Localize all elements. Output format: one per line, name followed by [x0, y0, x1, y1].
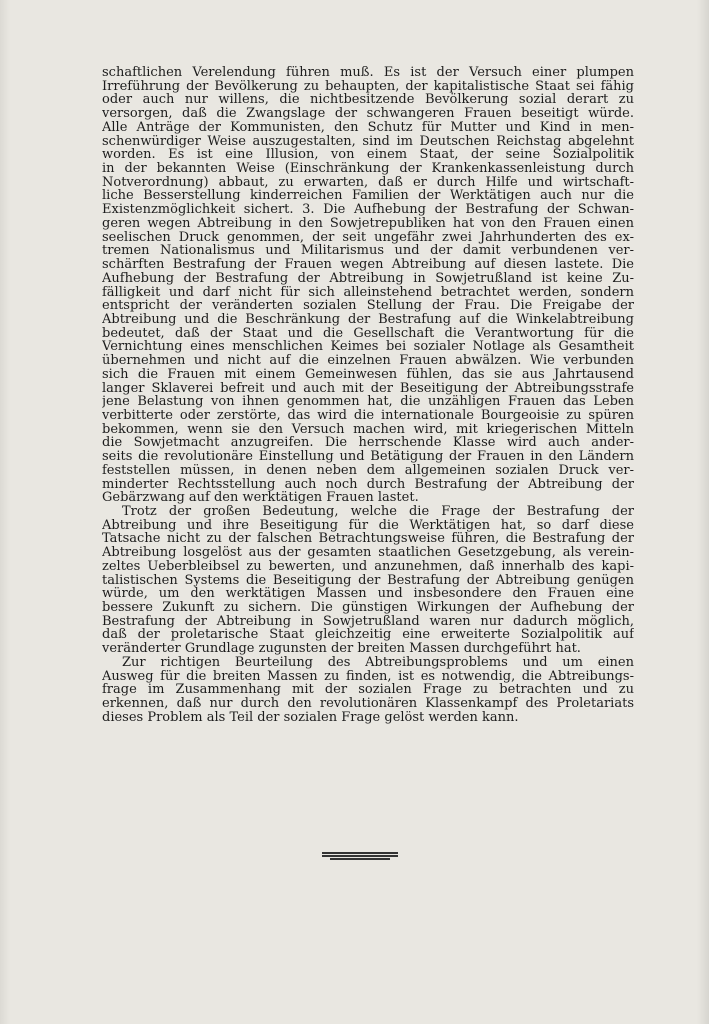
text-line: Abtreibung losgelöst aus der gesamten staatlichen Gesetzgebung, als verein- — [102, 546, 634, 560]
body-text — [102, 66, 634, 725]
text-line: veränderter Grundlage zugunsten der breiten Massen durchgeführt hat. — [102, 642, 581, 656]
text-line: Trotz der großen Bedeutung, welche die Frage der Bestrafung der — [122, 505, 634, 519]
text-line: daß der proletarische Staat gleichzeitig eine erweiterte Sozialpolitik auf — [102, 628, 634, 643]
text-line: bedeutet, daß der Staat und die Gesellschaft die Verantwortung für die — [102, 326, 634, 341]
text-line: übernehmen und nicht auf die einzelnen Frauen abwälzen. Wie verbunden — [102, 354, 634, 368]
text-line: bessere Zukunft zu sichern. Die günstigen Wirkungen der Aufhebung der — [102, 601, 634, 615]
text-line: jene Belastung von ihnen genommen hat, die unzähligen Frauen das Leben — [102, 395, 634, 409]
section-divider — [322, 851, 398, 859]
text-line: versorgen, daß die Zwangslage der schwangeren Frauen beseitigt würde. — [102, 107, 634, 121]
divider-rule-top — [322, 852, 398, 854]
text-line: Aufhebung der Bestrafung der Abtreibung in Sowjetrußland ist keine Zu- — [102, 271, 634, 286]
text-line: bekommen, wenn sie den Versuch machen wird, mit kriegerischen Mitteln — [102, 422, 634, 437]
text-line: würde, um den werktätigen Massen und insbesondere den Frauen eine — [102, 587, 634, 602]
text-line: Zur richtigen Beurteilung des Abtreibungsproblems und um einen — [122, 655, 634, 670]
text-line: erkennen, daß nur durch den revolutionären Klassenkampf des Proletariats — [102, 697, 634, 711]
text-line: die Sowjetmacht anzugreifen. Die herrschende Klasse wird auch ander- — [102, 436, 634, 451]
text-line: seelischen Druck genommen, der seit ungefähr zwei Jahrhunderten des ex- — [102, 230, 634, 245]
text-line: Alle Anträge der Kommunisten, den Schutz für Mutter und Kind in men- — [102, 120, 634, 135]
text-line: Notverordnung) abbaut, zu erwarten, daß er durch Hilfe und wirtschaft- — [102, 175, 634, 190]
text-line: sich die Frauen mit einem Gemeinwesen fühlen, das sie aus Jahrtausend — [102, 367, 634, 382]
divider-rule-middle — [322, 855, 398, 857]
divider-rule-bottom — [330, 858, 390, 860]
text-line: Abtreibung und die Beschränkung der Bestrafung auf die Winkelabtreibung — [102, 312, 634, 327]
text-line: Gebärzwang auf den werktätigen Frauen lastet. — [102, 491, 419, 505]
text-line: schenwürdiger Weise auszugestalten, sind im Deutschen Reichstag abgelehnt — [102, 134, 634, 149]
text-line: schaftlichen Verelendung führen muß. Es ist der Versuch einer plumpen — [102, 66, 634, 80]
text-line: frage im Zusammenhang mit der sozialen Frage zu betrachten und zu — [102, 683, 634, 698]
text-line: entspricht der veränderten sozialen Stellung der Frau. Die Freigabe der — [102, 299, 634, 313]
text-line: Abtreibung und ihre Beseitigung für die Werktätigen hat, so darf diese — [102, 518, 634, 533]
text-line: seits die revolutionäre Einstellung und Betätigung der Frauen in den Ländern — [102, 450, 634, 464]
text-line: fälligkeit und darf nicht für sich alleinstehend betrachtet werden, sondern — [102, 285, 634, 300]
paragraph — [102, 656, 634, 725]
text-line: talistischen Systems die Beseitigung der Bestrafung der Abtreibung genügen — [102, 573, 634, 588]
text-line: Irreführung der Bevölkerung zu behaupten, der kapitalistische Staat sei fähig — [102, 79, 634, 94]
text-line: feststellen müssen, in denen neben dem allgemeinen sozialen Druck ver- — [102, 463, 634, 478]
text-line: zeltes Ueberbleibsel zu bewerten, und anzunehmen, daß innerhalb des kapi- — [102, 559, 634, 574]
text-line: oder auch nur willens, die nichtbesitzende Bevölkerung sozial derart zu — [102, 93, 634, 108]
paragraph — [102, 505, 634, 656]
text-line: tremen Nationalismus und Militarismus und der damit verbundenen ver- — [102, 244, 634, 259]
text-line: verbitterte oder zerstörte, das wird die internationale Bourgeoisie zu spüren — [102, 408, 634, 423]
text-line: in der bekannten Weise (Einschränkung der Krankenkassenleistung durch — [102, 162, 634, 176]
paragraph — [102, 66, 634, 505]
page-left-shadow — [0, 0, 10, 1024]
text-line: worden. Es ist eine Illusion, von einem Staat, der seine Sozialpolitik — [102, 148, 634, 163]
text-line: Ausweg für die breiten Massen zu finden, ist es notwendig, die Abtreibungs- — [102, 669, 634, 684]
text-line: Bestrafung der Abtreibung in Sowjetrußland waren nur dadurch möglich, — [102, 614, 634, 629]
text-line: liche Besserstellung kinderreichen Familien der Werktätigen auch nur die — [102, 189, 634, 204]
page-right-shadow — [697, 0, 709, 1024]
text-line: Existenzmöglichkeit sichert. 3. Die Aufhebung der Bestrafung der Schwan- — [102, 203, 634, 217]
text-line: geren wegen Abtreibung in den Sowjetrepubliken hat von den Frauen einen — [102, 216, 634, 231]
text-line: schärften Bestrafung der Frauen wegen Abtreibung auf diesen lastete. Die — [102, 258, 634, 272]
text-line: minderter Rechtsstellung auch noch durch Bestrafung der Abtreibung der — [102, 477, 634, 492]
text-line: Tatsache nicht zu der falschen Betrachtungsweise führen, die Bestrafung der — [102, 532, 634, 547]
text-line: Vernichtung eines menschlichen Keimes bei sozialer Notlage als Gesamtheit — [102, 340, 634, 355]
text-line: langer Sklaverei befreit und auch mit der Beseitigung der Abtreibungsstrafe — [102, 381, 634, 396]
text-line: dieses Problem als Teil der sozialen Frage gelöst werden kann. — [102, 710, 519, 725]
